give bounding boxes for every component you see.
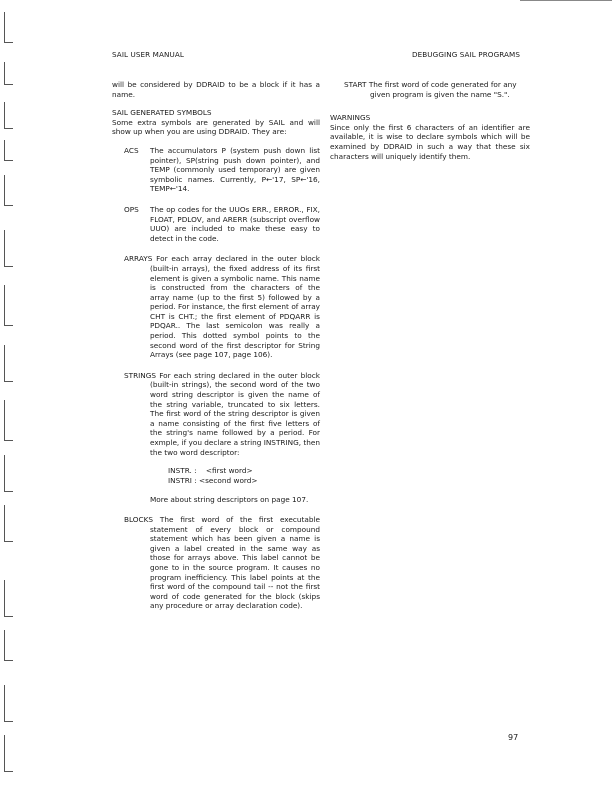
entry-term: ARRAYS — [124, 254, 153, 264]
edge-mark — [4, 505, 13, 542]
entry-text: The op codes for the UUOs ERR., ERROR., FIX, FLOAT, PDLOV, and ARERR (subscript overflow UUO) are included to make these easy to detect in the code. — [150, 204, 320, 243]
running-header-right: DEBUGGING SAIL PROGRAMS — [412, 50, 521, 59]
edge-mark — [4, 62, 13, 85]
warnings-title: WARNINGS — [330, 113, 371, 123]
entry-text: For each array declared in the outer block (built-in arrays), the fixed address of its first element is given a symbolic name. This name is constructed from the characters of the array name (up to the first 5) followed by a period. For instance, the first element of array CHT is CHT.; the first element of PDQARR is PDQAR.. The last semicolon was really a period. This dotted symbol points to the second word of the first descriptor for String Arrays (see page 107, page 106). — [150, 254, 320, 360]
page-number: 97 — [508, 733, 519, 742]
entry-start — [330, 80, 530, 99]
code-line: INSTRI : <second word> — [168, 475, 258, 485]
entry-text: The accumulators P (system push down list pointer), SP(string push down pointer), and TEMP (commonly used temporary) are given symbolic names. Currently, P←'17, SP←'16, TEMP←'14. — [150, 145, 320, 194]
running-header-left: SAIL USER MANUAL — [112, 50, 184, 59]
entry-text: The first word of the first executable statement of every block or compound statement which has been given a name is given a label created in the same way as those for arrays above. This label cannot be gone to in the source program. It causes no program inefficiency. This label points at the first word of the compound tail -- not the first word of code generated for the block (skips any procedure or array declaration code). — [150, 514, 320, 611]
entry-term: ACS — [124, 145, 139, 155]
edge-mark — [4, 175, 13, 206]
edge-mark — [4, 230, 13, 267]
entry-term: STRINGS — [124, 370, 157, 380]
edge-mark — [4, 685, 13, 722]
entry-blocks — [112, 515, 320, 611]
left-column — [112, 80, 320, 611]
section-title: SAIL GENERATED SYMBOLS — [112, 108, 212, 118]
entry-ops — [112, 205, 320, 243]
edge-mark — [4, 630, 13, 661]
edge-mark — [4, 140, 13, 161]
edge-mark — [4, 12, 13, 43]
warnings-text: Since only the first 6 characters of an identifier are available, it is wise to declare symbols which will be examined by DDRAID in such a way that these six characters will uniquely identify them. — [330, 122, 530, 161]
entry-arrays — [112, 254, 320, 360]
top-rule — [520, 0, 612, 1]
edge-mark — [4, 285, 13, 326]
entry-strings — [112, 371, 320, 457]
code-block — [168, 466, 320, 485]
entry-text: The first word of code generated for any given program is given the name "S.". — [368, 80, 517, 99]
edge-mark — [4, 735, 13, 772]
edge-mark — [4, 400, 13, 441]
entry-acs — [112, 146, 320, 194]
code-line: INSTR. : <first word> — [168, 466, 253, 476]
intro-paragraph: will be considered by DDRAID to be a block if it has a name. — [112, 80, 320, 99]
more-about-paragraph: More about string descriptors on page 107. — [150, 495, 309, 505]
entry-term: BLOCKS — [124, 514, 154, 524]
edge-mark — [4, 580, 13, 617]
entry-term: START — [344, 80, 367, 89]
edge-mark — [4, 455, 13, 492]
edge-mark — [4, 345, 13, 382]
entry-text: For each string declared in the outer block (built-in strings), the second word of the two word string descriptor is given the name of the string variable, truncated to six letters. The first word of the string descriptor is given a name consisting of the first five letters of the string's name followed by a period. For exmple, if you declare a string INSTRING, then the two word descriptor: — [150, 370, 320, 457]
section-intro: Some extra symbols are generated by SAIL and will show up when you are using DDRAID. They are: — [112, 117, 320, 137]
edge-mark — [4, 102, 13, 129]
entry-term: OPS — [124, 204, 139, 214]
right-column — [330, 80, 530, 161]
